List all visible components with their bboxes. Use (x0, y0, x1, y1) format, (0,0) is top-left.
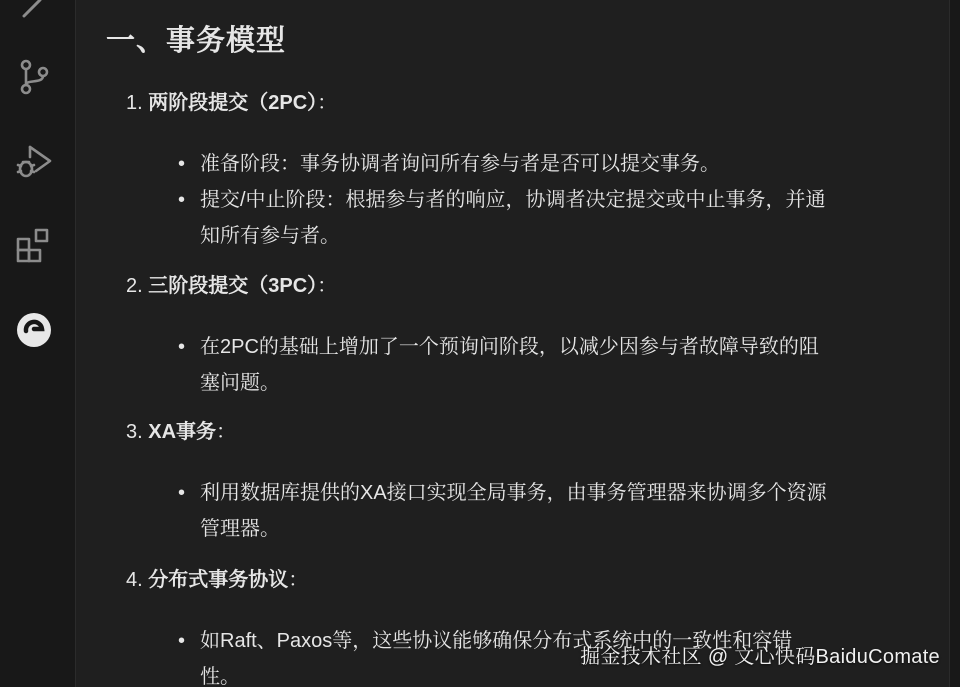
search-icon[interactable] (10, 0, 58, 26)
bullet-list (126, 329, 926, 401)
bullet-list (126, 475, 926, 547)
editor-content (76, 0, 950, 687)
list-item: • 利用数据库提供的XA接口实现全局事务，由事务管理器来协调多个资源 (126, 475, 926, 511)
watermark: 掘金技术社区 @ 文心快码BaiduComate (580, 646, 940, 668)
list-item: • 在2PC的基础上增加了一个预询问阶段，以减少因参与者故障导致的阻 (126, 329, 926, 365)
source-control-icon[interactable] (10, 53, 58, 101)
activity-bar (0, 0, 76, 687)
list-item: • 提交/中止阶段：根据参与者的响应，协调者决定提交或中止事务，并通 (126, 182, 926, 218)
section-title: 3. XA事务： (126, 421, 237, 443)
bullet-list (126, 146, 926, 254)
section-title: 4. 分布式事务协议： (126, 569, 309, 591)
scrollbar[interactable] (949, 0, 960, 687)
section-title: 2. 三阶段提交（3PC）： (126, 275, 338, 297)
list-item: 性。 (200, 666, 240, 687)
list-item: • 准备阶段：事务协调者询问所有参与者是否可以提交事务。 (126, 146, 926, 182)
comate-icon[interactable] (10, 306, 58, 354)
list-item: 塞问题。 (200, 372, 280, 394)
list-item: 知所有参与者。 (200, 225, 340, 247)
section-xa (126, 415, 926, 547)
page-title: 一、事务模型 (106, 25, 287, 57)
list-item: 管理器。 (200, 518, 280, 540)
run-debug-icon[interactable] (10, 137, 58, 185)
section-3pc (126, 269, 926, 401)
section-title: 1. 两阶段提交（2PC）： (126, 92, 338, 114)
section-2pc (126, 86, 926, 254)
list-item: • 如Raft、Paxos等，这些协议能够确保分布式系统中的一致性和容错 (126, 623, 926, 659)
extensions-icon[interactable] (10, 222, 58, 270)
